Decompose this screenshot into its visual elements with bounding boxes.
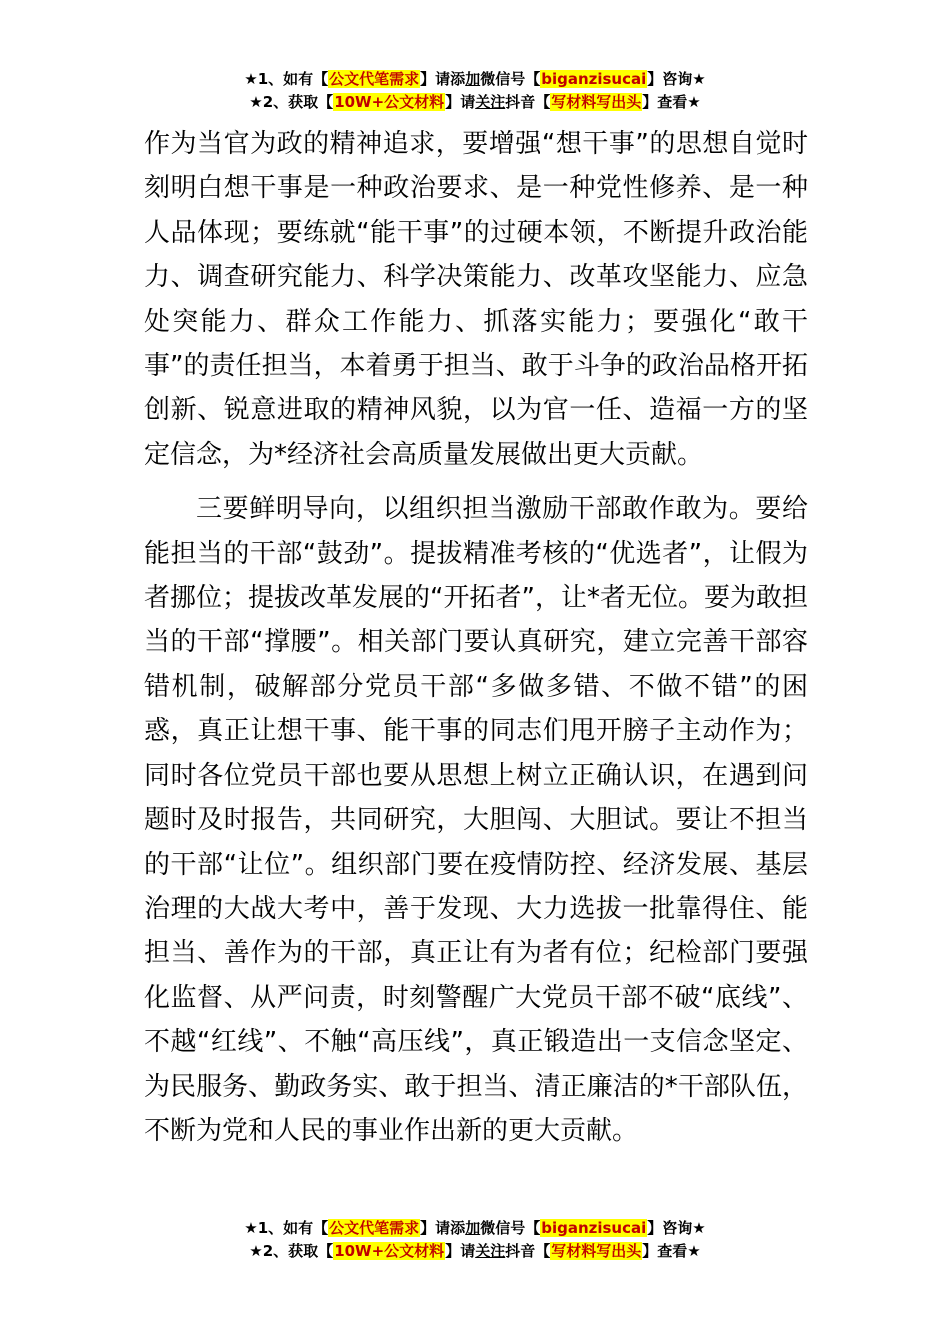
document-body <box>144 122 808 1153</box>
douyin-account-highlight: 写材料写出头 <box>551 1242 642 1260</box>
ghostwriting-highlight: 公文代笔需求 <box>329 1219 420 1237</box>
wechat-id-highlight: biganzisucai <box>541 1219 647 1237</box>
banner-line-1: ★1、如有【公文代笔需求】请添加微信号【biganzisucai】咨询★ <box>244 70 706 88</box>
footer-banner <box>0 1217 950 1263</box>
banner-line-2: ★2、获取【10W+公文材料】请关注抖音【写材料写出头】查看★ <box>249 1242 701 1260</box>
wechat-id-highlight: biganzisucai <box>541 70 647 88</box>
header-banner <box>0 68 950 114</box>
ghostwriting-highlight: 公文代笔需求 <box>329 70 420 88</box>
banner-line-2: ★2、获取【10W+公文材料】请关注抖音【写材料写出头】查看★ <box>249 93 701 111</box>
banner-line-1: ★1、如有【公文代笔需求】请添加微信号【biganzisucai】咨询★ <box>244 1219 706 1237</box>
materials-highlight: 10W+公文材料 <box>334 93 445 111</box>
materials-highlight: 10W+公文材料 <box>334 1242 445 1260</box>
paragraph-continued: 作为当官为政的精神追求，要增强“想干事”的思想自觉时刻明白想干事是一种政治要求、是一种党性修养、是一种人品体现；要练就“能干事”的过硬本领，不断提升政治能力、调查研究能力、科学决策能力、改革攻坚能力、应急处突能力、群众工作能力、抓落实能力；要强化“敢干事”的责任担当，本着勇于担当、敢于斗争的政治品格开拓创新、锐意进取的精神风貌，以为官一任、造福一方的坚定信念，为*经济社会高质量发展做出更大贡献。 <box>144 129 808 470</box>
douyin-account-highlight: 写材料写出头 <box>551 93 642 111</box>
paragraph-three: 三要鲜明导向，以组织担当激励干部敢作敢为。要给能担当的干部“鼓劲”。提拔精准考核的“优选者”，让假为者挪位；提拔改革发展的“开拓者”，让*者无位。要为敢担当的干部“撑腰”。相关部门要认真研究，建立完善干部容错机制，破解部分党员干部“多做多错、不做不错”的困惑，真正让想干事、能干事的同志们甩开膀子主动作为；同时各位党员干部也要从思想上树立正确认识，在遇到问题时及时报告，共同研究，大胆闯、大胆试。要让不担当的干部“让位”。组织部门要在疫情防控、经济发展、基层治理的大战大考中，善于发现、大力选拔一批靠得住、能担当、善作为的干部，真正让有为者有位；纪检部门要强化监督、从严问责，时刻警醒广大党员干部不破“底线”、不越“红线”、不触“高压线”，真正锻造出一支信念坚定、为民服务、勤政务实、敢于担当、清正廉洁的*干部队伍，不断为党和人民的事业作出新的更大贡献。 <box>144 494 808 1146</box>
